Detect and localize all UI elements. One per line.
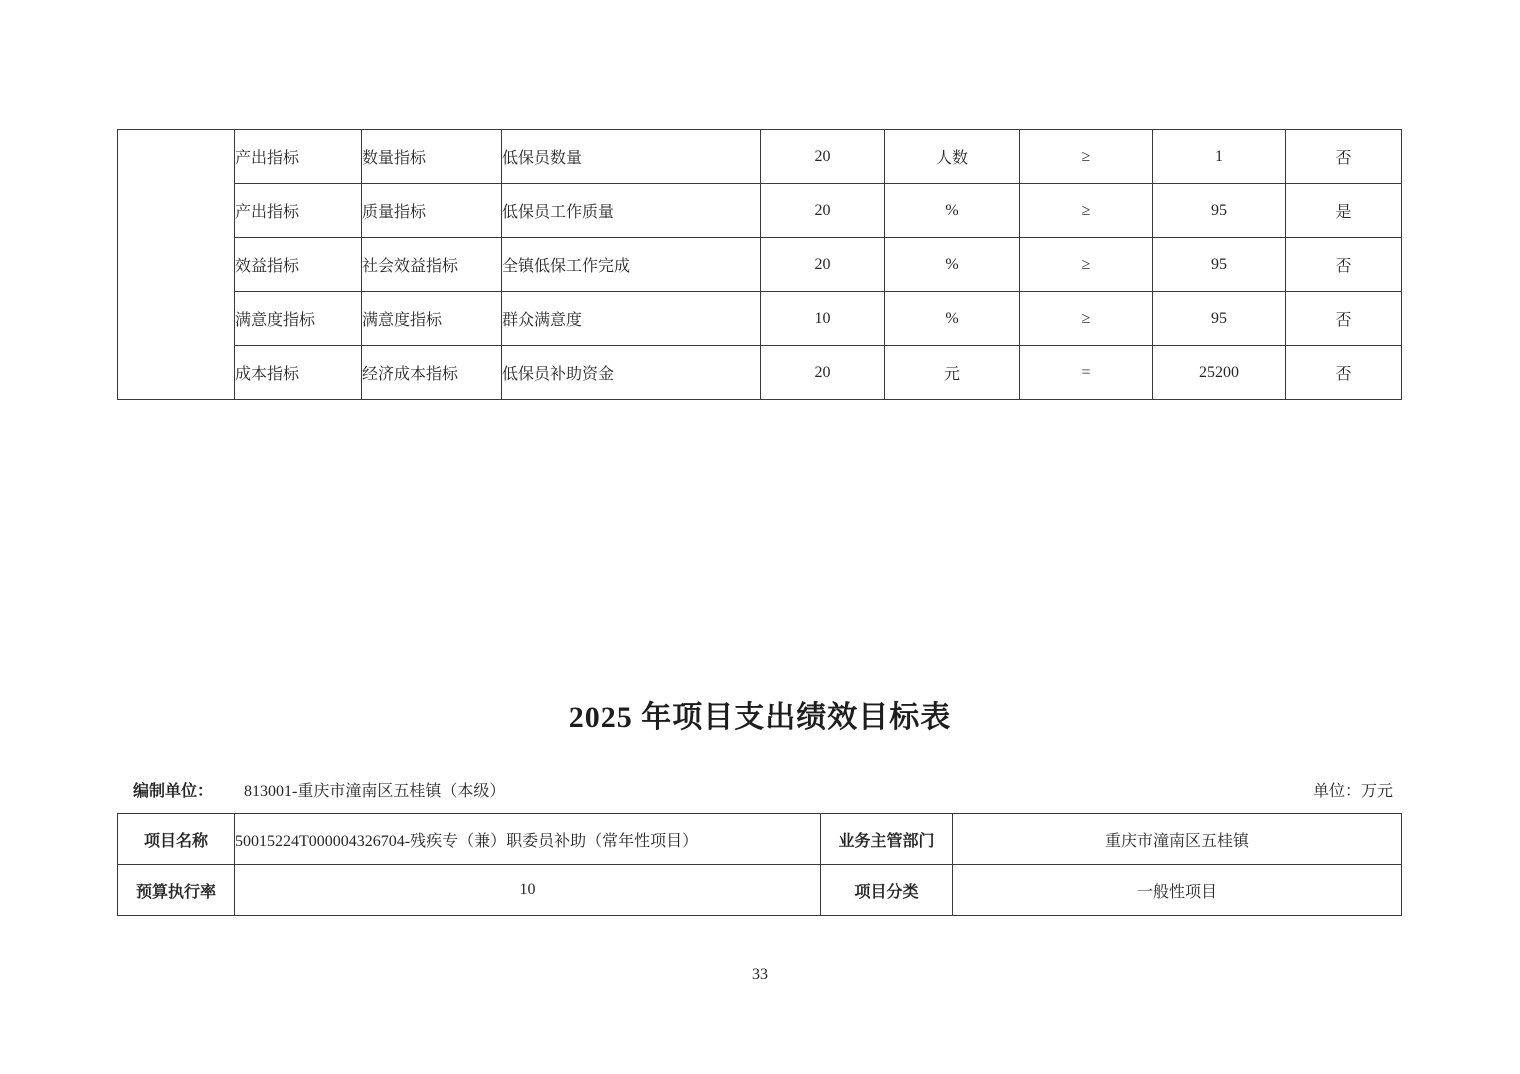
indicator-flag-cell: 否	[1286, 292, 1402, 346]
indicator-operator-cell: ≥	[1020, 184, 1153, 238]
project-name-label: 项目名称	[118, 814, 235, 865]
indicator-name-cell: 群众满意度	[502, 292, 761, 346]
indicator-target-cell: 95	[1153, 238, 1286, 292]
currency-unit-label: 单位：万元	[1312, 783, 1393, 800]
prepared-by-label: 编制单位：	[133, 783, 214, 800]
indicator-target-cell: 95	[1153, 184, 1286, 238]
indicator-operator-cell: ≥	[1020, 238, 1153, 292]
indicator-weight-cell: 20	[761, 346, 885, 400]
indicator-operator-cell: =	[1020, 346, 1153, 400]
indicator-flag-cell: 是	[1286, 184, 1402, 238]
table-row	[118, 814, 1402, 865]
dept-label: 业务主管部门	[821, 814, 953, 865]
indicator-flag-cell: 否	[1286, 238, 1402, 292]
indicator-weight-cell: 10	[761, 292, 885, 346]
project-info-table	[117, 813, 1402, 916]
page-title: 2025 年项目支出绩效目标表	[568, 701, 952, 734]
indicator-name-cell: 全镇低保工作完成	[502, 238, 761, 292]
indicator-category-cell: 满意度指标	[235, 292, 362, 346]
table-row	[118, 184, 1402, 238]
budget-rate-value: 10	[235, 865, 821, 916]
indicator-flag-cell: 否	[1286, 346, 1402, 400]
indicator-unit-cell: 人数	[885, 130, 1020, 184]
indicator-category-cell: 成本指标	[235, 346, 362, 400]
indicator-type-cell: 数量指标	[362, 130, 502, 184]
indicator-target-cell: 95	[1153, 292, 1286, 346]
indicator-type-cell: 经济成本指标	[362, 346, 502, 400]
table-row	[118, 346, 1402, 400]
indicator-operator-cell: ≥	[1020, 130, 1153, 184]
indicator-weight-cell: 20	[761, 238, 885, 292]
project-name-value: 50015224T000004326704-残疾专（兼）职委员补助（常年性项目）	[235, 814, 821, 865]
table-row	[118, 130, 1402, 184]
table-row	[118, 292, 1402, 346]
category-label: 项目分类	[821, 865, 953, 916]
indicator-type-cell: 质量指标	[362, 184, 502, 238]
indicator-unit-cell: %	[885, 292, 1020, 346]
indicator-name-cell: 低保员数量	[502, 130, 761, 184]
indicator-type-cell: 满意度指标	[362, 292, 502, 346]
indicator-category-cell: 产出指标	[235, 130, 362, 184]
indicator-unit-cell: 元	[885, 346, 1020, 400]
prepared-by-value: 813001-重庆市潼南区五桂镇（本级）	[244, 783, 506, 800]
indicator-category-cell: 效益指标	[235, 238, 362, 292]
indicator-weight-cell: 20	[761, 184, 885, 238]
indicator-category-cell: 产出指标	[235, 184, 362, 238]
budget-rate-label: 预算执行率	[118, 865, 235, 916]
dept-value: 重庆市潼南区五桂镇	[953, 814, 1402, 865]
indicator-type-cell: 社会效益指标	[362, 238, 502, 292]
indicator-operator-cell: ≥	[1020, 292, 1153, 346]
table-row	[118, 865, 1402, 916]
indicator-target-cell: 1	[1153, 130, 1286, 184]
indicator-target-cell: 25200	[1153, 346, 1286, 400]
indicator-unit-cell: %	[885, 238, 1020, 292]
indicator-name-cell: 低保员工作质量	[502, 184, 761, 238]
page-number: 33	[752, 966, 768, 983]
spanned-empty-cell	[118, 130, 235, 400]
table-row	[118, 238, 1402, 292]
indicator-unit-cell: %	[885, 184, 1020, 238]
category-value: 一般性项目	[953, 865, 1402, 916]
indicator-weight-cell: 20	[761, 130, 885, 184]
indicator-name-cell: 低保员补助资金	[502, 346, 761, 400]
indicator-table	[117, 129, 1402, 400]
indicator-flag-cell: 否	[1286, 130, 1402, 184]
